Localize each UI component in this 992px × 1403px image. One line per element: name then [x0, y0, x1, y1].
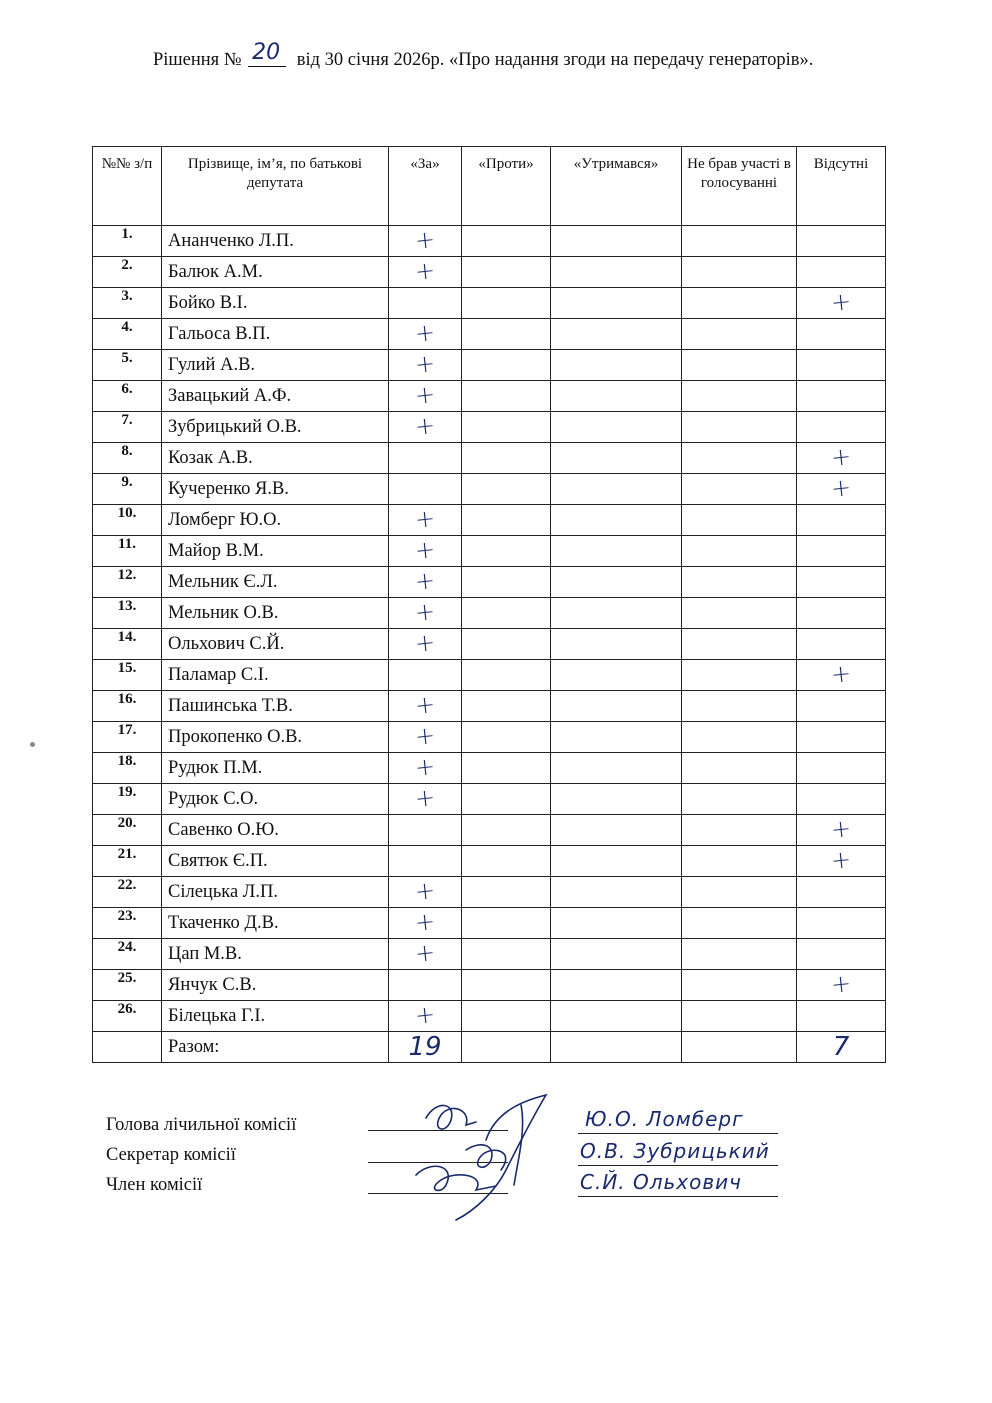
- name-line: [578, 1133, 778, 1134]
- vote-za-cell: [389, 350, 462, 381]
- vote-abstained-cell: [551, 970, 682, 1001]
- deputy-name: Святюк Є.П.: [162, 846, 389, 877]
- vote-mark: +: [413, 907, 437, 937]
- table-row: [93, 443, 886, 474]
- vote-against-cell: [462, 319, 551, 350]
- vote-mark: +: [413, 783, 437, 813]
- table-row: [93, 598, 886, 629]
- vote-table: [92, 146, 886, 1063]
- absent-cell: [797, 288, 886, 319]
- row-number: 9.: [93, 474, 162, 505]
- vote-za-cell: [389, 226, 462, 257]
- vote-mark: +: [413, 628, 437, 658]
- vote-mark: +: [413, 411, 437, 441]
- vote-against-cell: [462, 443, 551, 474]
- not-voted-cell: [682, 722, 797, 753]
- row-number: 19.: [93, 784, 162, 815]
- vote-mark: +: [829, 287, 853, 317]
- deputy-name: Мельник Є.Л.: [162, 567, 389, 598]
- not-voted-cell: [682, 660, 797, 691]
- table-row: [93, 474, 886, 505]
- table-row: [93, 691, 886, 722]
- vote-za-cell: [389, 443, 462, 474]
- vote-abstained-cell: [551, 505, 682, 536]
- vote-against-cell: [462, 288, 551, 319]
- absent-cell: [797, 939, 886, 970]
- vote-against-cell: [462, 1001, 551, 1032]
- col-header-name: Прізвище, ім’я, по батькові депутата: [162, 147, 389, 226]
- row-number: 16.: [93, 691, 162, 722]
- absent-cell: [797, 350, 886, 381]
- absent-cell: [797, 908, 886, 939]
- deputy-name: Прокопенко О.В.: [162, 722, 389, 753]
- table-row: [93, 257, 886, 288]
- row-number: 20.: [93, 815, 162, 846]
- row-number: 12.: [93, 567, 162, 598]
- vote-za-cell: [389, 629, 462, 660]
- row-number: 17.: [93, 722, 162, 753]
- vote-za-cell: [389, 784, 462, 815]
- deputy-name: Зубрицький О.В.: [162, 412, 389, 443]
- deputy-name: Бойко В.І.: [162, 288, 389, 319]
- absent-cell: [797, 846, 886, 877]
- vote-za-cell: [389, 877, 462, 908]
- vote-mark: +: [413, 349, 437, 379]
- vote-against-cell: [462, 505, 551, 536]
- vote-abstained-cell: [551, 443, 682, 474]
- vote-abstained-cell: [551, 257, 682, 288]
- vote-za-cell: [389, 505, 462, 536]
- absent-cell: [797, 691, 886, 722]
- absent-cell: [797, 784, 886, 815]
- vote-za-cell: [389, 908, 462, 939]
- not-voted-cell: [682, 877, 797, 908]
- signature-role: Член комісії: [106, 1175, 203, 1195]
- vote-za-cell: [389, 536, 462, 567]
- not-voted-cell: [682, 598, 797, 629]
- vote-za-cell: [389, 567, 462, 598]
- table-row: [93, 660, 886, 691]
- absent-cell: [797, 567, 886, 598]
- absent-cell: [797, 629, 886, 660]
- row-number: 8.: [93, 443, 162, 474]
- vote-abstained-cell: [551, 536, 682, 567]
- vote-za-cell: [389, 691, 462, 722]
- not-voted-cell: [682, 505, 797, 536]
- table-row: [93, 629, 886, 660]
- scan-speck: [30, 742, 35, 747]
- total-row: [93, 1032, 886, 1063]
- not-voted-cell: [682, 381, 797, 412]
- table-row: [93, 815, 886, 846]
- table-row: [93, 505, 886, 536]
- deputy-name: Гулий А.В.: [162, 350, 389, 381]
- table-row: [93, 722, 886, 753]
- name-line: [578, 1196, 778, 1197]
- col-header-za: «За»: [389, 147, 462, 226]
- vote-za-cell: [389, 257, 462, 288]
- vote-mark: +: [413, 938, 437, 968]
- absent-cell: [797, 319, 886, 350]
- vote-against-cell: [462, 691, 551, 722]
- vote-mark: +: [829, 969, 853, 999]
- vote-abstained-cell: [551, 846, 682, 877]
- vote-abstained-cell: [551, 722, 682, 753]
- deputy-name: Мельник О.В.: [162, 598, 389, 629]
- row-number: 7.: [93, 412, 162, 443]
- deputy-name: Пашинська Т.В.: [162, 691, 389, 722]
- vote-abstained-cell: [551, 412, 682, 443]
- vote-za-cell: [389, 846, 462, 877]
- row-number: 3.: [93, 288, 162, 319]
- total-num-cell: [93, 1032, 162, 1063]
- vote-abstained-cell: [551, 288, 682, 319]
- vote-against-cell: [462, 257, 551, 288]
- table-row: [93, 846, 886, 877]
- deputy-name: Савенко О.Ю.: [162, 815, 389, 846]
- row-number: 18.: [93, 753, 162, 784]
- decision-number-field: [248, 40, 286, 67]
- signature-block: [106, 1110, 296, 1200]
- deputy-name: Завацький А.Ф.: [162, 381, 389, 412]
- name-line: [578, 1165, 778, 1166]
- vote-mark: +: [413, 380, 437, 410]
- absent-cell: [797, 598, 886, 629]
- not-voted-cell: [682, 257, 797, 288]
- vote-mark: +: [413, 318, 437, 348]
- table-row: [93, 381, 886, 412]
- absent-cell: [797, 505, 886, 536]
- deputy-name: Білецька Г.І.: [162, 1001, 389, 1032]
- row-number: 24.: [93, 939, 162, 970]
- not-voted-cell: [682, 815, 797, 846]
- vote-abstained-cell: [551, 877, 682, 908]
- absent-cell: [797, 970, 886, 1001]
- vote-mark: +: [829, 814, 853, 844]
- row-number: 23.: [93, 908, 162, 939]
- deputy-name: Майор В.М.: [162, 536, 389, 567]
- deputy-name: Козак А.В.: [162, 443, 389, 474]
- vote-za-cell: [389, 598, 462, 629]
- vote-mark: +: [413, 535, 437, 565]
- vote-mark: +: [413, 225, 437, 255]
- vote-mark: +: [413, 597, 437, 627]
- vote-against-cell: [462, 908, 551, 939]
- row-number: 26.: [93, 1001, 162, 1032]
- signature-role: Секретар комісії: [106, 1145, 236, 1165]
- absent-cell: [797, 722, 886, 753]
- not-voted-cell: [682, 629, 797, 660]
- vote-za-cell: [389, 1001, 462, 1032]
- total-label: Разом:: [162, 1032, 389, 1063]
- table-row: [93, 567, 886, 598]
- table-row: [93, 908, 886, 939]
- vote-against-cell: [462, 629, 551, 660]
- vote-abstained-cell: [551, 660, 682, 691]
- vote-against-cell: [462, 784, 551, 815]
- vote-abstained-cell: [551, 784, 682, 815]
- row-number: 5.: [93, 350, 162, 381]
- vote-abstained-cell: [551, 598, 682, 629]
- not-voted-cell: [682, 474, 797, 505]
- absent-cell: [797, 381, 886, 412]
- absent-cell: [797, 257, 886, 288]
- deputy-name: Кучеренко Я.В.: [162, 474, 389, 505]
- absent-cell: [797, 226, 886, 257]
- row-number: 22.: [93, 877, 162, 908]
- vote-mark: +: [829, 845, 853, 875]
- deputy-name: Ломберг Ю.О.: [162, 505, 389, 536]
- table-row: [93, 939, 886, 970]
- vote-abstained-cell: [551, 753, 682, 784]
- absent-cell: [797, 660, 886, 691]
- row-number: 2.: [93, 257, 162, 288]
- table-row: [93, 784, 886, 815]
- total-za: 19: [389, 1032, 462, 1063]
- not-voted-cell: [682, 846, 797, 877]
- table-row: [93, 536, 886, 567]
- not-voted-cell: [682, 536, 797, 567]
- not-voted-cell: [682, 908, 797, 939]
- vote-za-cell: [389, 319, 462, 350]
- deputy-name: Рудюк П.М.: [162, 753, 389, 784]
- signature-role: Голова лічильної комісії: [106, 1115, 297, 1135]
- not-voted-cell: [682, 970, 797, 1001]
- table-row: [93, 412, 886, 443]
- table-header-row: [93, 147, 886, 226]
- vote-mark: +: [413, 690, 437, 720]
- vote-against-cell: [462, 846, 551, 877]
- vote-against-cell: [462, 815, 551, 846]
- vote-abstained-cell: [551, 908, 682, 939]
- vote-abstained-cell: [551, 691, 682, 722]
- not-voted-cell: [682, 288, 797, 319]
- vote-mark: +: [413, 752, 437, 782]
- row-number: 1.: [93, 226, 162, 257]
- deputy-name: Гальоса В.П.: [162, 319, 389, 350]
- col-header-against: «Проти»: [462, 147, 551, 226]
- row-number: 14.: [93, 629, 162, 660]
- absent-cell: [797, 1001, 886, 1032]
- vote-abstained-cell: [551, 319, 682, 350]
- vote-abstained-cell: [551, 350, 682, 381]
- decision-number: 20: [252, 40, 281, 65]
- deputy-name: Ольхович С.Й.: [162, 629, 389, 660]
- vote-against-cell: [462, 567, 551, 598]
- not-voted-cell: [682, 567, 797, 598]
- row-number: 15.: [93, 660, 162, 691]
- vote-against-cell: [462, 350, 551, 381]
- vote-against-cell: [462, 753, 551, 784]
- vote-za-cell: [389, 939, 462, 970]
- vote-against-cell: [462, 474, 551, 505]
- vote-mark: +: [829, 659, 853, 689]
- vote-mark: +: [829, 442, 853, 472]
- deputy-name: Паламар С.І.: [162, 660, 389, 691]
- table-row: [93, 288, 886, 319]
- vote-abstained-cell: [551, 567, 682, 598]
- vote-mark: +: [413, 256, 437, 286]
- signature-name: О.В. Зубрицький: [580, 1139, 770, 1163]
- deputy-name: Цап М.В.: [162, 939, 389, 970]
- absent-cell: [797, 753, 886, 784]
- vote-mark: +: [413, 876, 437, 906]
- vote-against-cell: [462, 877, 551, 908]
- handwritten-signatures: [396, 1090, 586, 1230]
- absent-cell: [797, 474, 886, 505]
- col-header-num: №№ з/п: [93, 147, 162, 226]
- row-number: 4.: [93, 319, 162, 350]
- vote-abstained-cell: [551, 381, 682, 412]
- deputy-name: Балюк А.М.: [162, 257, 389, 288]
- row-number: 25.: [93, 970, 162, 1001]
- table-row: [93, 350, 886, 381]
- vote-mark: +: [413, 504, 437, 534]
- table-row: [93, 877, 886, 908]
- not-voted-cell: [682, 753, 797, 784]
- absent-cell: [797, 877, 886, 908]
- deputy-name: Ананченко Л.П.: [162, 226, 389, 257]
- absent-cell: [797, 443, 886, 474]
- vote-mark: +: [413, 721, 437, 751]
- vote-mark: +: [829, 473, 853, 503]
- signature-name: С.Й. Ольхович: [580, 1170, 742, 1194]
- vote-against-cell: [462, 381, 551, 412]
- col-header-abstained: «Утримався»: [551, 147, 682, 226]
- deputy-name: Янчук С.В.: [162, 970, 389, 1001]
- table-row: [93, 753, 886, 784]
- signature-name: Ю.О. Ломберг: [585, 1107, 744, 1131]
- col-header-not-voted: Не брав участі в голосуванні: [682, 147, 797, 226]
- vote-against-cell: [462, 226, 551, 257]
- vote-against-cell: [462, 598, 551, 629]
- total-not-voted: [682, 1032, 797, 1063]
- deputy-name: Ткаченко Д.В.: [162, 908, 389, 939]
- table-row: [93, 226, 886, 257]
- not-voted-cell: [682, 226, 797, 257]
- col-header-absent: Відсутні: [797, 147, 886, 226]
- vote-against-cell: [462, 722, 551, 753]
- total-against: [462, 1032, 551, 1063]
- table-row: [93, 1001, 886, 1032]
- absent-cell: [797, 815, 886, 846]
- absent-cell: [797, 412, 886, 443]
- not-voted-cell: [682, 939, 797, 970]
- row-number: 10.: [93, 505, 162, 536]
- vote-abstained-cell: [551, 474, 682, 505]
- total-absent: 7: [797, 1032, 886, 1063]
- vote-abstained-cell: [551, 815, 682, 846]
- row-number: 13.: [93, 598, 162, 629]
- row-number: 6.: [93, 381, 162, 412]
- vote-against-cell: [462, 970, 551, 1001]
- vote-against-cell: [462, 939, 551, 970]
- vote-za-cell: [389, 474, 462, 505]
- vote-mark: +: [413, 566, 437, 596]
- not-voted-cell: [682, 350, 797, 381]
- vote-za-cell: [389, 753, 462, 784]
- vote-za-cell: [389, 412, 462, 443]
- not-voted-cell: [682, 784, 797, 815]
- table-row: [93, 319, 886, 350]
- vote-against-cell: [462, 412, 551, 443]
- vote-za-cell: [389, 381, 462, 412]
- vote-mark: +: [413, 1000, 437, 1030]
- total-abstained: [551, 1032, 682, 1063]
- vote-abstained-cell: [551, 226, 682, 257]
- vote-abstained-cell: [551, 629, 682, 660]
- vote-abstained-cell: [551, 939, 682, 970]
- deputy-name: Сілецька Л.П.: [162, 877, 389, 908]
- vote-za-cell: [389, 660, 462, 691]
- vote-against-cell: [462, 660, 551, 691]
- vote-za-cell: [389, 970, 462, 1001]
- vote-za-cell: [389, 288, 462, 319]
- vote-za-cell: [389, 722, 462, 753]
- not-voted-cell: [682, 319, 797, 350]
- heading-prefix: Рішення №: [153, 50, 242, 70]
- not-voted-cell: [682, 1001, 797, 1032]
- decision-heading: [153, 40, 923, 72]
- deputy-name: Рудюк С.О.: [162, 784, 389, 815]
- not-voted-cell: [682, 691, 797, 722]
- not-voted-cell: [682, 443, 797, 474]
- vote-za-cell: [389, 815, 462, 846]
- table-row: [93, 970, 886, 1001]
- heading-text: від 30 січня 2026р. «Про надання згоди на передачу генераторів».: [296, 50, 814, 70]
- absent-cell: [797, 536, 886, 567]
- not-voted-cell: [682, 412, 797, 443]
- row-number: 21.: [93, 846, 162, 877]
- row-number: 11.: [93, 536, 162, 567]
- vote-against-cell: [462, 536, 551, 567]
- vote-abstained-cell: [551, 1001, 682, 1032]
